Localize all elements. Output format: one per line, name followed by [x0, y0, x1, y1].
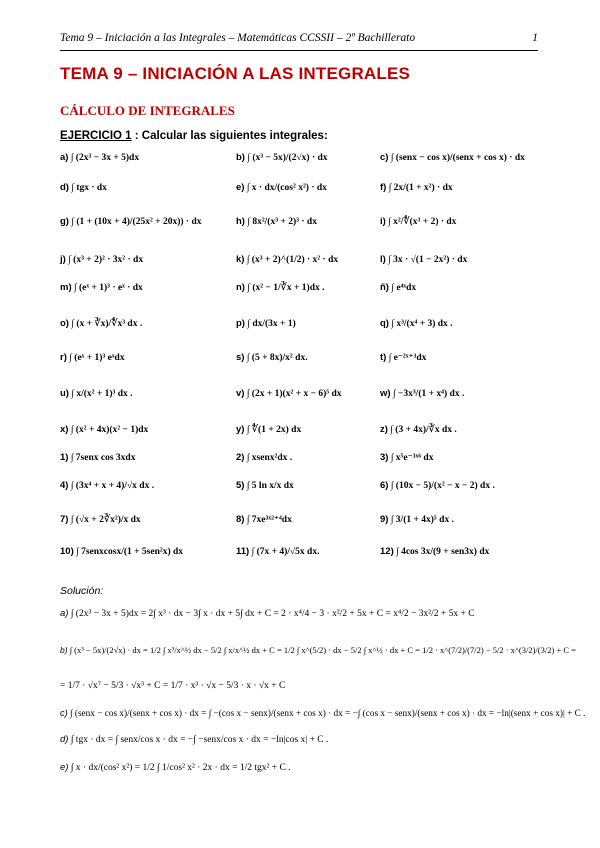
problem-expression: ∫ 5 ln x/x dx: [246, 481, 294, 491]
solution-line: [60, 645, 576, 655]
problem-label: 8): [236, 514, 245, 525]
problem-expression: ∫ (5 + 8x)/x² dx.: [246, 353, 308, 363]
problem-expression: ∫ (3 + 4x)/∛x dx .: [390, 425, 457, 435]
problem-label: 7): [60, 514, 69, 525]
solution-label: d): [60, 734, 69, 745]
problem-item: [236, 254, 338, 266]
problem-item: [60, 480, 154, 492]
problem-expression: ∫ (x + ∛x)/∜x³ dx .: [71, 319, 143, 329]
problem-item: [60, 514, 141, 526]
problem-item: [380, 282, 416, 294]
problem-label: d): [60, 182, 69, 193]
problem-label: c): [380, 152, 389, 163]
solution-line: [60, 680, 285, 691]
problem-expression: ∫ x³/(x⁴ + 3) dx .: [391, 319, 453, 329]
problem-expression: ∫ e⁴ˣdx: [391, 283, 417, 293]
solution-line: [60, 734, 328, 745]
problem-expression: ∫ 7xe³ˣ²⁺⁴dx: [246, 515, 292, 525]
problem-expression: ∫ −3x³/(1 + x⁴) dx .: [392, 389, 465, 399]
problem-expression: ∫ x⁵e⁻³ˣ⁶ dx: [390, 453, 434, 463]
problem-item: [236, 182, 327, 194]
problem-item: [236, 318, 296, 330]
solution-line: [60, 762, 291, 773]
exercise-label: EJERCICIO 1: [60, 130, 132, 142]
solution-expression: ∫ (2x³ − 3x + 5)dx = 2∫ x³ · dx − 3∫ x · dx + 5∫ dx + C = 2 · x⁴/4 − 3 · x²/2 + 5x + C = x⁴/2 − 3x²/2 + 5x + C: [70, 609, 475, 619]
problem-item: [60, 352, 125, 364]
problem-label: 9): [380, 514, 389, 525]
problem-expression: ∫ dx/(3x + 1): [247, 319, 296, 329]
problem-label: t): [380, 352, 387, 363]
problem-label: 12): [380, 546, 394, 557]
solution-expression: = 1/7 · √x⁷ − 5/3 · √x³ + C = 1/7 · x³ · √x − 5/3 · x · √x + C: [60, 681, 286, 691]
problem-expression: ∫ (x³ + 2)^(1/2) · x² · dx: [246, 255, 339, 265]
problem-label: h): [236, 216, 245, 227]
problem-label: u): [60, 388, 69, 399]
problem-expression: ∫ (eˣ + 1)³ · eˣ · dx: [74, 283, 143, 293]
solution-line: [60, 608, 475, 619]
solution-label: e): [60, 762, 69, 773]
problem-label: b): [236, 152, 245, 163]
problem-item: [60, 546, 183, 558]
solution-label: c): [60, 708, 68, 718]
problem-label: z): [380, 424, 388, 435]
problem-expression: ∫ (senx − cos x)/(senx + cos x) · dx: [390, 153, 525, 163]
problem-label: j): [60, 254, 66, 265]
problem-item: [380, 514, 454, 526]
problem-expression: ∫ x/(x² + 1)³ dx .: [71, 389, 133, 399]
problem-expression: ∫ (7x + 4)/√5x dx.: [251, 547, 320, 557]
problem-expression: ∫ (x³ + 2)² · 3x² · dx: [68, 255, 144, 265]
problem-item: [236, 546, 319, 558]
problem-label: o): [60, 318, 69, 329]
exercise-text: : Calcular las siguientes integrales:: [131, 130, 328, 142]
problem-expression: ∫ ∜(1 + 2x) dx: [246, 425, 302, 435]
page-number: 1: [532, 32, 538, 44]
problem-label: 1): [60, 452, 69, 463]
problem-item: [60, 182, 107, 194]
problem-item: [236, 514, 292, 526]
problem-item: [236, 452, 292, 464]
solution-expression: ∫ (senx − cos x)/(senx + cos x) · dx = ∫ −(cos x − senx)/(senx + cos x) · dx = −∫ (cos x − senx)/(senx + cos x) · dx = −ln|(senx + cos x)| + C .: [70, 709, 586, 719]
problem-label: y): [236, 424, 245, 435]
problem-expression: ∫ (x³ − 5x)/(2√x) · dx: [247, 153, 328, 163]
problem-item: [380, 546, 489, 558]
problem-expression: ∫ (√x + 2∛x²)/x dx: [70, 515, 141, 525]
problem-label: x): [60, 424, 69, 435]
solution-label: b): [60, 645, 68, 655]
problem-item: [380, 152, 525, 164]
problem-label: w): [380, 388, 391, 399]
problem-label: i): [380, 216, 386, 227]
problem-expression: ∫ x²/∜(x³ + 2) · dx: [388, 217, 457, 227]
problem-item: [60, 254, 143, 266]
solution-expression: ∫ x · dx/(cos² x²) = 1/2 ∫ 1/cos² x² · 2x · dx = 1/2 tgx² + C .: [70, 763, 291, 773]
solution-line: [60, 708, 585, 719]
problem-label: v): [236, 388, 245, 399]
problem-expression: ∫ 4cos 3x/(9 + sen3x) dx: [396, 547, 490, 557]
problem-item: [380, 318, 453, 330]
problem-item: [60, 388, 133, 400]
problem-label: 2): [236, 452, 245, 463]
problem-item: [380, 254, 467, 266]
exercise-heading: [60, 130, 328, 142]
problem-expression: ∫ 3x · √(1 − 2x²) · dx: [388, 255, 468, 265]
problem-item: [236, 282, 325, 294]
section-title: CÁLCULO DE INTEGRALES: [60, 103, 235, 118]
problem-expression: ∫ tgx · dx: [71, 183, 107, 193]
problem-expression: ∫ 8x²/(x³ + 2)³ · dx: [247, 217, 317, 227]
problem-label: 4): [60, 480, 69, 491]
problem-label: r): [60, 352, 67, 363]
problem-label: 5): [236, 480, 245, 491]
problem-item: [236, 216, 317, 228]
problem-label: s): [236, 352, 245, 363]
problem-item: [236, 424, 301, 436]
problem-item: [380, 182, 453, 194]
problem-expression: ∫ e⁻²ˣ⁺³dx: [388, 353, 427, 363]
problem-item: [380, 424, 457, 436]
problem-expression: ∫ 3/(1 + 4x)⁵ dx .: [390, 515, 454, 525]
problem-item: [60, 424, 148, 436]
problem-expression: ∫ 2x/(1 + x²) · dx: [388, 183, 453, 193]
problem-item: [60, 152, 139, 164]
problem-item: [60, 216, 201, 228]
problem-label: ñ): [380, 282, 389, 293]
problem-label: p): [236, 318, 245, 329]
problem-label: 3): [380, 452, 389, 463]
header-rule: [60, 50, 538, 51]
page-title: TEMA 9 – INICIACIÓN A LAS INTEGRALES: [60, 64, 411, 83]
solution-label: a): [60, 608, 69, 619]
problem-label: q): [380, 318, 389, 329]
problem-expression: ∫ xsenx²dx .: [246, 453, 293, 463]
problem-expression: ∫ (2x + 1)(x² + x − 6)⁵ dx: [246, 389, 342, 399]
problem-label: 6): [380, 480, 389, 491]
problem-label: g): [60, 216, 69, 227]
solution-expression: ∫ tgx · dx = ∫ senx/cos x · dx = −∫ −senx/cos x · dx = −ln|cos x| + C .: [70, 735, 329, 745]
problem-expression: ∫ (eˣ + 1)³ eˣdx: [69, 353, 125, 363]
problem-item: [236, 388, 342, 400]
problem-label: n): [236, 282, 245, 293]
problem-label: a): [60, 152, 69, 163]
solution-expression: ∫ (x³ − 5x)/(2√x) · dx = 1/2 ∫ x³/x^½ dx − 5/2 ∫ x/x^½ dx + C = 1/2 ∫ x^(5/2) · dx − 5/2 ∫ x^½ · dx + C = 1/2 · x^(7/2)/(7/2) − 5/2 · x^(3/2)/(3/2) + C =: [69, 645, 576, 655]
problem-item: [380, 480, 495, 492]
problem-expression: ∫ x · dx/(cos² x²) · dx: [246, 183, 327, 193]
running-header: [60, 32, 538, 44]
problem-label: f): [380, 182, 387, 193]
problem-expression: ∫ (x² + 4x)(x² − 1)dx: [70, 425, 149, 435]
problem-expression: ∫ (1 + (10x + 4)/(25x² + 20x)) · dx: [71, 217, 202, 227]
problem-expression: ∫ (2x³ − 3x + 5)dx: [70, 153, 140, 163]
problem-label: e): [236, 182, 245, 193]
problem-label: 11): [236, 546, 250, 557]
problem-item: [380, 452, 433, 464]
problem-item: [380, 388, 464, 400]
problem-item: [60, 452, 135, 464]
running-title: Tema 9 – Iniciación a las Integrales – Matemáticas CCSSII – 2º Bachillerato: [60, 32, 416, 44]
solution-heading: Solución:: [60, 585, 104, 597]
problem-item: [236, 480, 294, 492]
problem-label: m): [60, 282, 72, 293]
problem-item: [380, 216, 456, 228]
problem-expression: ∫ (x² − 1/∛x + 1)dx .: [247, 283, 325, 293]
problem-label: l): [380, 254, 386, 265]
problem-item: [236, 152, 328, 164]
problem-label: k): [236, 254, 245, 265]
problem-expression: ∫ (10x − 5)/(x² − x − 2) dx .: [390, 481, 495, 491]
problem-item: [60, 282, 143, 294]
problem-item: [60, 318, 142, 330]
problem-expression: ∫ 7senx cos 3xdx: [70, 453, 136, 463]
problem-expression: ∫ (3x⁴ + x + 4)/√x dx .: [70, 481, 155, 491]
problem-label: 10): [60, 546, 74, 557]
problem-expression: ∫ 7senxcosx/(1 + 5sen²x) dx: [76, 547, 184, 557]
problem-item: [380, 352, 426, 364]
problem-item: [236, 352, 308, 364]
